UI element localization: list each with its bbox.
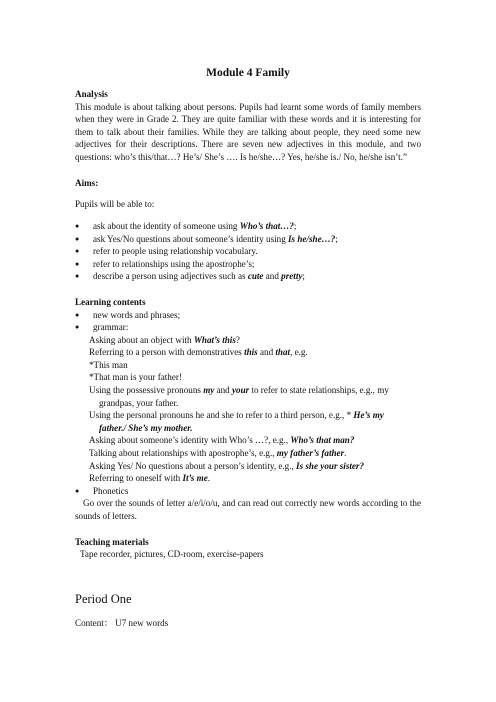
aims-item: ● refer to people using relationship vocabulary. [75, 246, 258, 257]
learning-item: ● Phonetics [75, 485, 129, 496]
learning-heading: Learning contents [75, 296, 146, 307]
bullet-icon: ● [75, 486, 80, 495]
phonetics-text: Go over the sounds of letter a/e/i/o/u, and can read out correctly new words according to the sounds of letters. [75, 498, 421, 521]
bullet-icon: ● [75, 323, 80, 332]
aims-item: ● refer to relationships using the apostrophe’s; [75, 258, 255, 269]
grammar-line: Using the personal pronouns he and she to refer to a third person, e.g., * He’s my father./ She’s my mother. [89, 410, 384, 433]
bullet-icon: ● [75, 259, 80, 268]
aims-intro: Pupils will be able to: [75, 199, 155, 210]
materials-text: Tape recorder, pictures, CD-room, exercise-papers [80, 549, 264, 560]
document-body [75, 66, 421, 629]
learning-item: ● new words and phrases; [75, 309, 181, 320]
aims-item: ● describe a person using adjectives such as cute and pretty; [75, 271, 305, 282]
bullet-icon: ● [75, 247, 80, 256]
learning-item: ● grammar: [75, 322, 129, 333]
page-title: Module 4 Family [206, 67, 290, 79]
bullet-icon: ● [75, 221, 80, 230]
grammar-line: *That man is your father! [89, 372, 182, 383]
period-content: Content： U7 new words [75, 617, 169, 628]
grammar-line: Referring to a person with demonstratives this and that, e.g. [89, 347, 308, 358]
analysis-text: This module is about talking about persons. Pupils had learnt some words of family members when they were in Grade 2. They are quite familiar with these words and it is interesting for them to talk about their families. While they are talking about people, they need some new adjectives for their descriptions. There are seven new adjectives in this module, and two questions: who’s this/that…? He’s/ She’s …. Is he/she…? Yes, he/she is./ No, he/she isn’t.” [75, 101, 421, 162]
grammar-line: Using the possessive pronouns my and your to refer to state relationships, e.g., my grandpas, your father. [89, 385, 389, 408]
bullet-icon: ● [75, 272, 80, 281]
aims-item: ● ask Yes/No questions about someone’s identity using Is he/she…?; [75, 233, 338, 244]
period-heading: Period One [75, 591, 132, 606]
grammar-line: Referring to oneself with It’s me. [89, 473, 211, 484]
bullet-icon: ● [75, 234, 80, 243]
bullet-icon: ● [75, 310, 80, 319]
analysis-heading: Analysis [75, 89, 108, 99]
grammar-line: Asking Yes/ No questions about a person’s identity, e.g., Is she your sister? [89, 460, 365, 471]
aims-heading: Aims: [75, 177, 99, 188]
grammar-line: Asking about someone’s identity with Who’s …?, e.g., Who’s that man? [89, 435, 355, 446]
materials-heading: Teaching materials [75, 536, 149, 547]
grammar-line: Talking about relationships with apostrophe’s, e.g., my father’s father. [89, 448, 347, 459]
grammar-line: *This man [89, 359, 128, 370]
grammar-line: Asking about an object with What’s this? [89, 334, 240, 345]
aims-item: ● ask about the identity of someone using Who’s that…?; [75, 220, 297, 231]
